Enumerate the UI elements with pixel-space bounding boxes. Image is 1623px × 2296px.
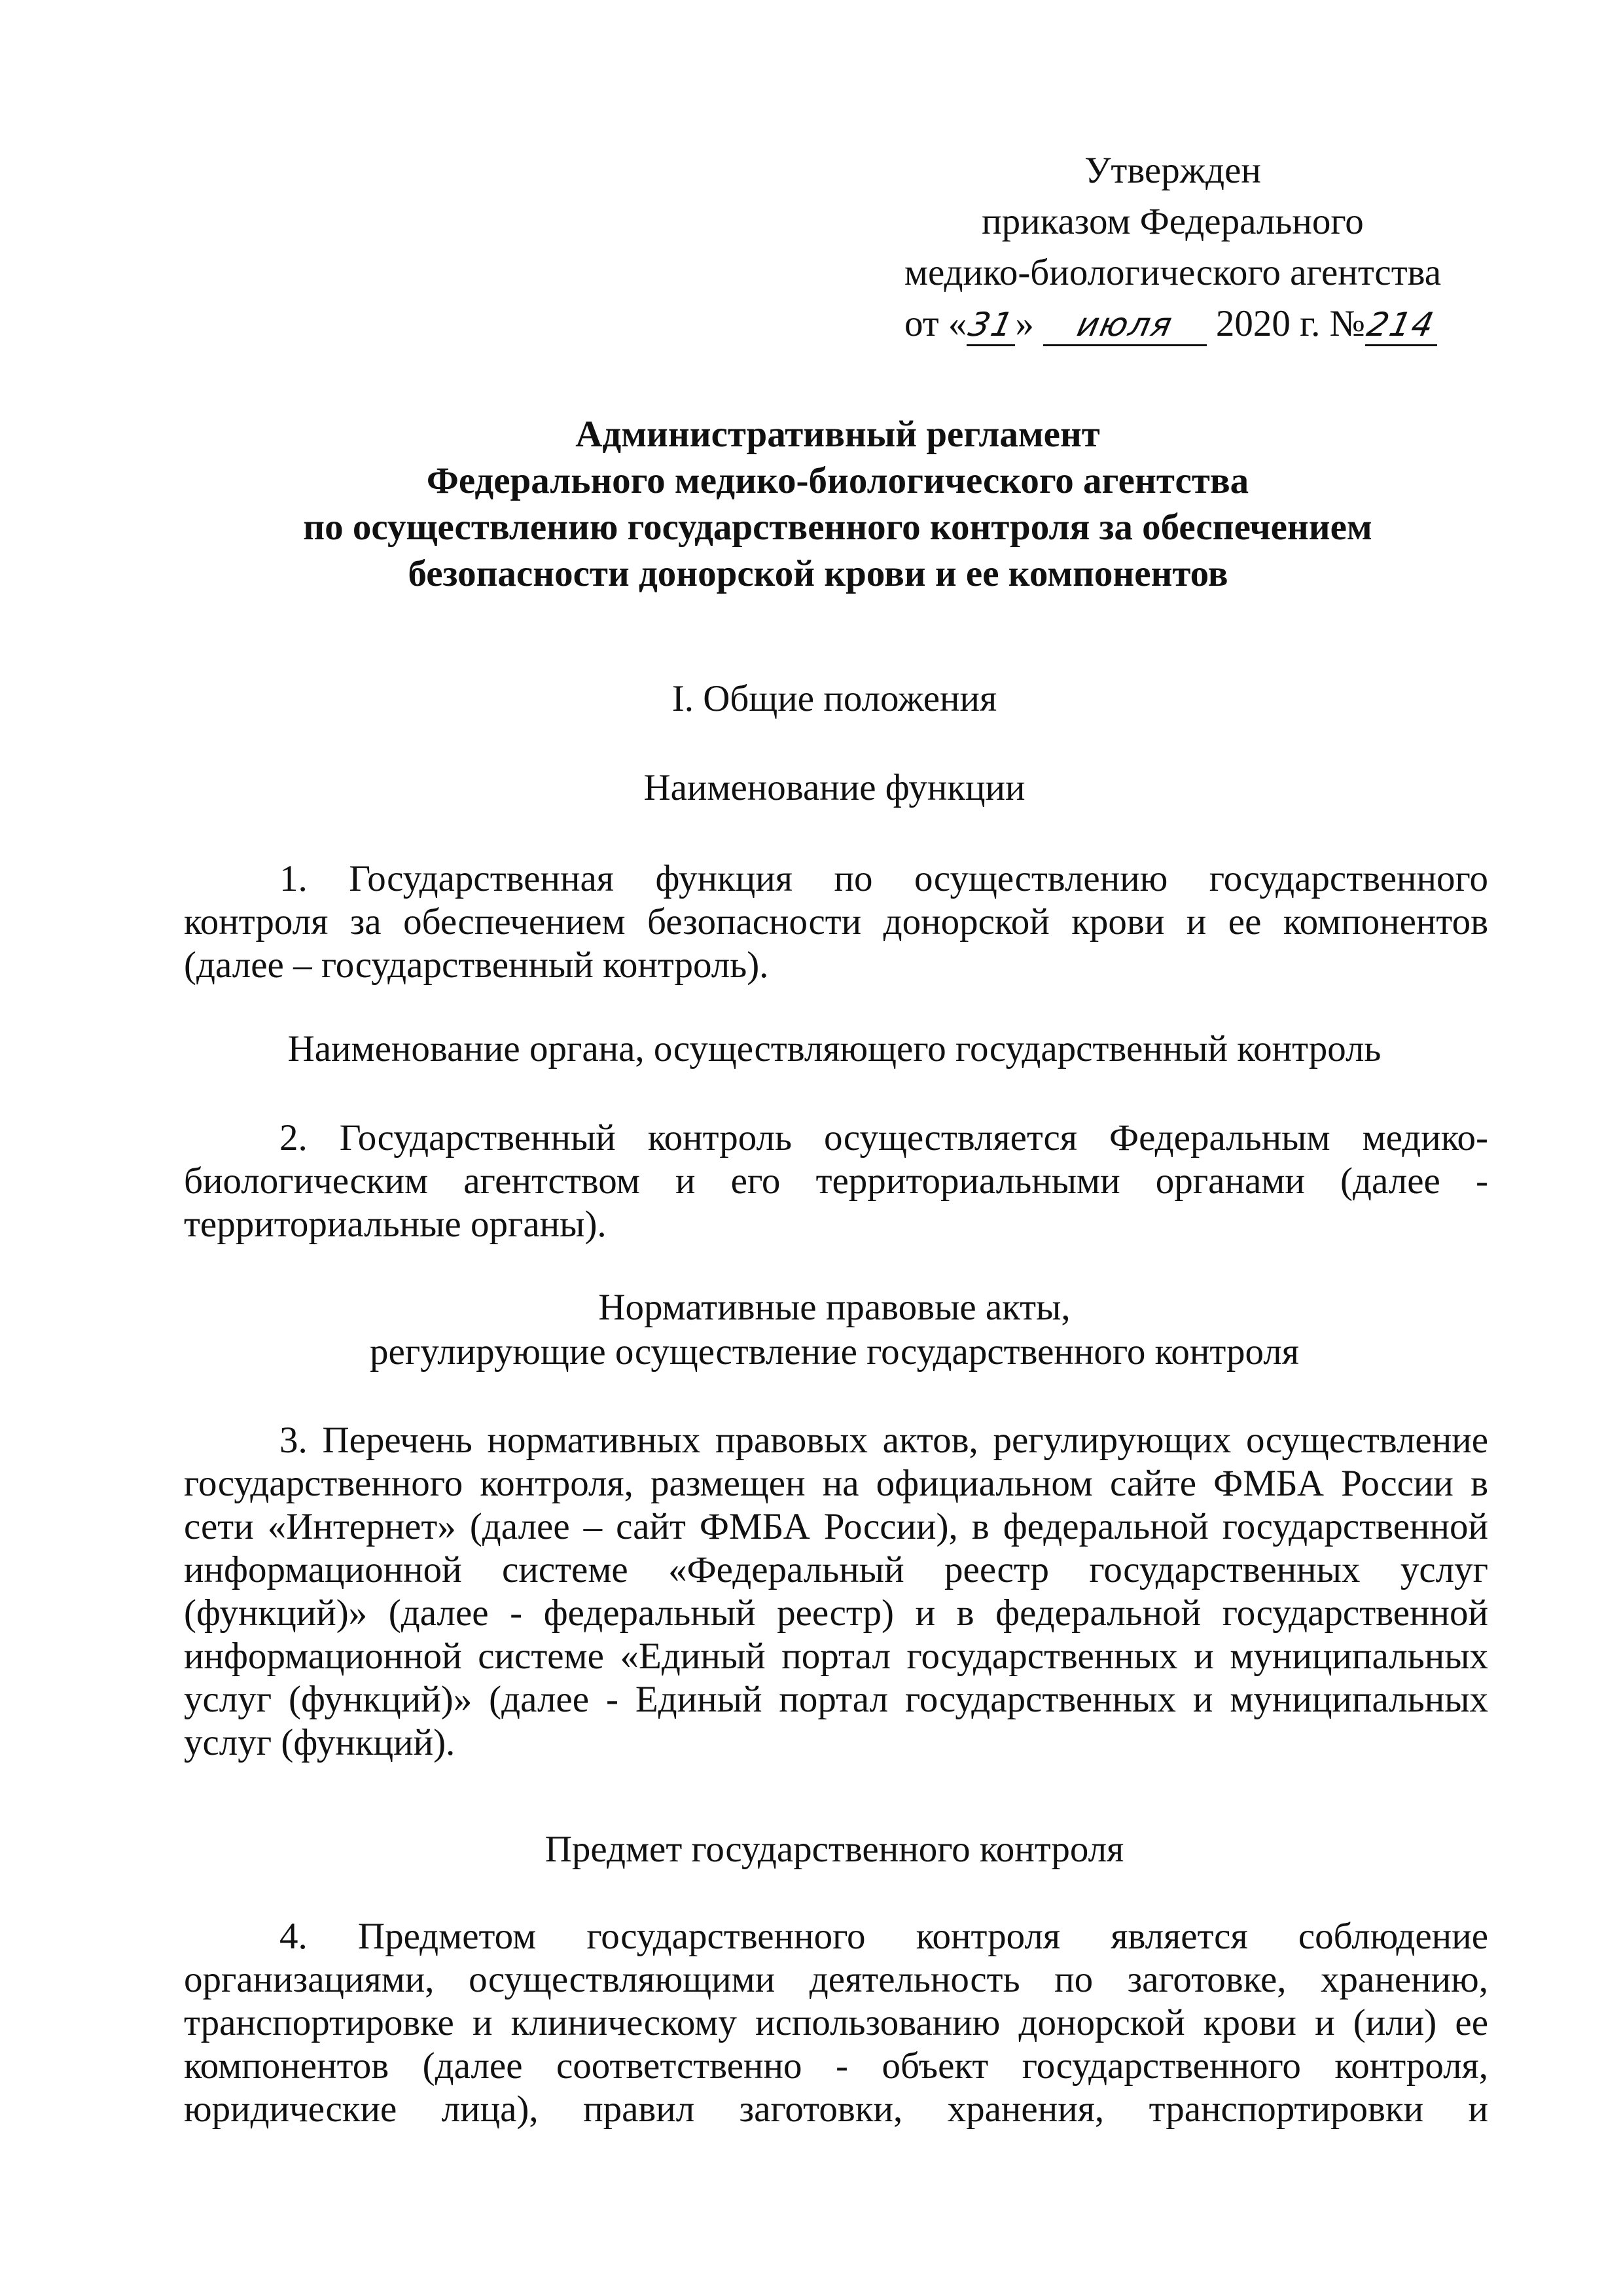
heading-legal-acts-1: Нормативные правовые акты, xyxy=(598,1287,1071,1328)
paragraph-1-line: (далее – государственный контроль). xyxy=(184,944,769,986)
title-line-4: безопасности донорской крови и ее компонентов xyxy=(408,553,1228,594)
paragraph-3-line: услуг (функций)» (далее - Единый портал государственных и муниципальных xyxy=(184,1679,1488,1720)
date-day-blank xyxy=(965,304,1018,346)
title-line-1: Административный регламент xyxy=(575,414,1100,455)
heading-subject: Предмет государственного контроля xyxy=(544,1829,1124,1870)
heading-authority: Наименование органа, осуществляющего государственный контроль xyxy=(287,1028,1382,1069)
paragraph-4-line: организациями, осуществляющими деятельность по заготовке, хранению, xyxy=(184,1959,1488,2000)
heading-legal-acts-2: регулирующие осуществление государственного контроля xyxy=(370,1331,1299,1372)
paragraph-2-line: биологическим агентством и его территориальными органами (далее - xyxy=(184,1160,1488,1202)
paragraph-2 xyxy=(184,1117,1488,1246)
order-number-blank xyxy=(1365,304,1437,346)
date-prefix: от « xyxy=(904,303,967,344)
paragraph-4-line: 4. Предметом государственного контроля является соблюдение xyxy=(279,1916,1488,1957)
section-heading: I. Общие положения xyxy=(671,678,997,719)
paragraph-2-line: территориальные органы). xyxy=(184,1204,607,1245)
date-day: 31 xyxy=(965,306,1018,344)
paragraph-3-line: 3. Перечень нормативных правовых актов, регулирующих осуществление xyxy=(279,1420,1488,1461)
heading-function-name: Наименование функции xyxy=(643,767,1026,808)
paragraph-2-line: 2. Государственный контроль осуществляется Федеральным медико- xyxy=(279,1117,1488,1158)
paragraph-3-line: сети «Интернет» (далее – сайт ФМБА России), в федеральной государственной xyxy=(184,1506,1488,1547)
title-line-2: Федерального медико-биологического агентства xyxy=(426,460,1249,501)
approval-date-line xyxy=(885,298,1461,350)
title-line-3: по осуществлению государственного контроля за обеспечением xyxy=(303,507,1372,548)
approval-line-3: медико-биологического агентства xyxy=(904,252,1442,293)
date-year: 2020 г. № xyxy=(1215,303,1365,344)
paragraph-1-line: контроля за обеспечением безопасности донорской крови и ее компонентов xyxy=(184,901,1488,942)
approval-line-2: приказом Федерального xyxy=(982,201,1364,242)
date-month-blank xyxy=(1043,304,1207,346)
paragraph-3-line: услуг (функций). xyxy=(184,1722,455,1763)
paragraph-1-line: 1. Государственная функция по осуществлению государственного xyxy=(279,858,1488,899)
paragraph-3-line: (функций)» (далее - федеральный реестр) и в федеральной государственной xyxy=(184,1592,1488,1634)
paragraph-3-line: информационной системе «Единый портал государственных и муниципальных xyxy=(184,1636,1488,1677)
date-month: июля xyxy=(1073,306,1177,344)
approval-line-1: Утвержден xyxy=(1084,150,1261,191)
document-title xyxy=(196,411,1479,597)
paragraph-1 xyxy=(184,857,1488,987)
paragraph-4 xyxy=(184,1915,1488,2131)
paragraph-3 xyxy=(184,1419,1488,1765)
paragraph-4-line: юридические лица), правил заготовки, хранения, транспортировки и xyxy=(184,2089,1488,2130)
paragraph-4-line: транспортировке и клиническому использованию донорской крови и (или) ее xyxy=(184,2002,1488,2043)
date-mid: » xyxy=(1015,303,1034,344)
approval-stamp xyxy=(885,145,1461,350)
paragraph-4-line: компонентов (далее соответственно - объект государственного контроля, xyxy=(184,2045,1488,2087)
paragraph-3-line: информационной системе «Федеральный реестр государственных услуг xyxy=(184,1549,1488,1590)
paragraph-3-line: государственного контроля, размещен на официальном сайте ФМБА России в xyxy=(184,1463,1488,1504)
order-number: 214 xyxy=(1364,306,1438,344)
